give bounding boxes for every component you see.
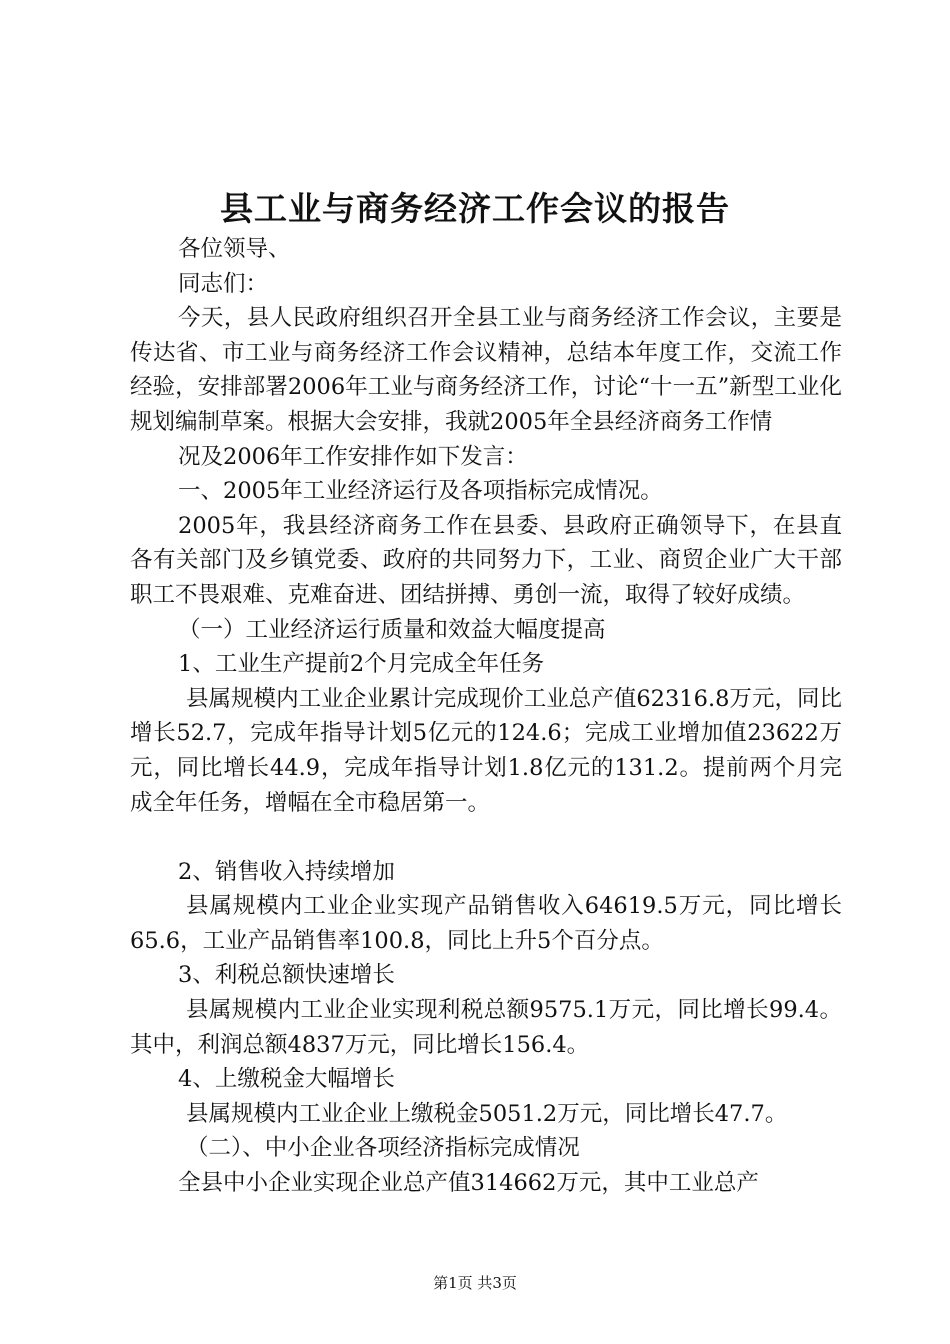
item-heading-2: 2、销售收入持续增加 xyxy=(178,858,395,885)
page-footer: 第1页 共3页 xyxy=(433,1274,517,1292)
blank-line xyxy=(130,820,842,855)
paragraph-2005-summary: 2005年，我县经济商务工作在县委、县政府正确领导下，在县直各有关部门及乡镇党委、政府的共同努力下，工业、商贸企业广大干部职工不畏艰难、克难奋进、团结拼搏、勇创一流，取得了较好成绩。 xyxy=(130,512,842,608)
paragraph-sme-output: 全县中小企业实现企业总产值314662万元，其中工业总产 xyxy=(178,1170,759,1197)
salutation-comrades: 同志们： xyxy=(178,270,269,297)
paragraph-intro-continued: 况及2006年工作安排作如下发言： xyxy=(178,443,528,470)
paragraph-sales-revenue: 县属规模内工业企业实现产品销售收入64619.5万元，同比增长65.6，工业产品销售率100.8，同比上升5个百分点。 xyxy=(130,893,842,954)
paragraph-profit-tax: 县属规模内工业企业实现利税总额9575.1万元，同比增长99.4。其中，利润总额4837万元，同比增长156.4。 xyxy=(130,997,842,1058)
paragraph-tax-paid: 县属规模内工业企业上缴税金5051.2万元，同比增长47.7。 xyxy=(186,1100,788,1127)
document-body xyxy=(130,232,842,1201)
document-title: 县工业与商务经济工作会议的报告 xyxy=(220,189,730,228)
subsection-heading-2: （二）、中小企业各项经济指标完成情况 xyxy=(186,1135,580,1162)
subsection-heading-1: （一）工业经济运行质量和效益大幅度提高 xyxy=(178,616,606,643)
item-heading-4: 4、上缴税金大幅增长 xyxy=(178,1066,395,1093)
salutation-leaders: 各位领导、 xyxy=(178,236,291,262)
section-heading-1: 一、2005年工业经济运行及各项指标完成情况。 xyxy=(178,478,663,505)
item-heading-3: 3、利税总额快速增长 xyxy=(178,962,395,989)
paragraph-output-value: 县属规模内工业企业累计完成现价工业总产值62316.8万元，同比增长52.7，完成年指导计划5亿元的124.6；完成工业增加值23622万元，同比增长44.9，完成年指导计划1.8亿元的131.2。提前两个月完成全年任务，增幅在全市稳居第一。 xyxy=(130,685,842,816)
item-heading-1: 1、工业生产提前2个月完成全年任务 xyxy=(178,651,545,678)
paragraph-intro: 今天，县人民政府组织召开全县工业与商务经济工作会议，主要是传达省、市工业与商务经济工作会议精神，总结本年度工作，交流工作经验，安排部署2006年工业与商务经济工作，讨论“十一五”新型工业化规划编制草案。根据大会安排，我就2005年全县经济商务工作情 xyxy=(130,305,842,435)
